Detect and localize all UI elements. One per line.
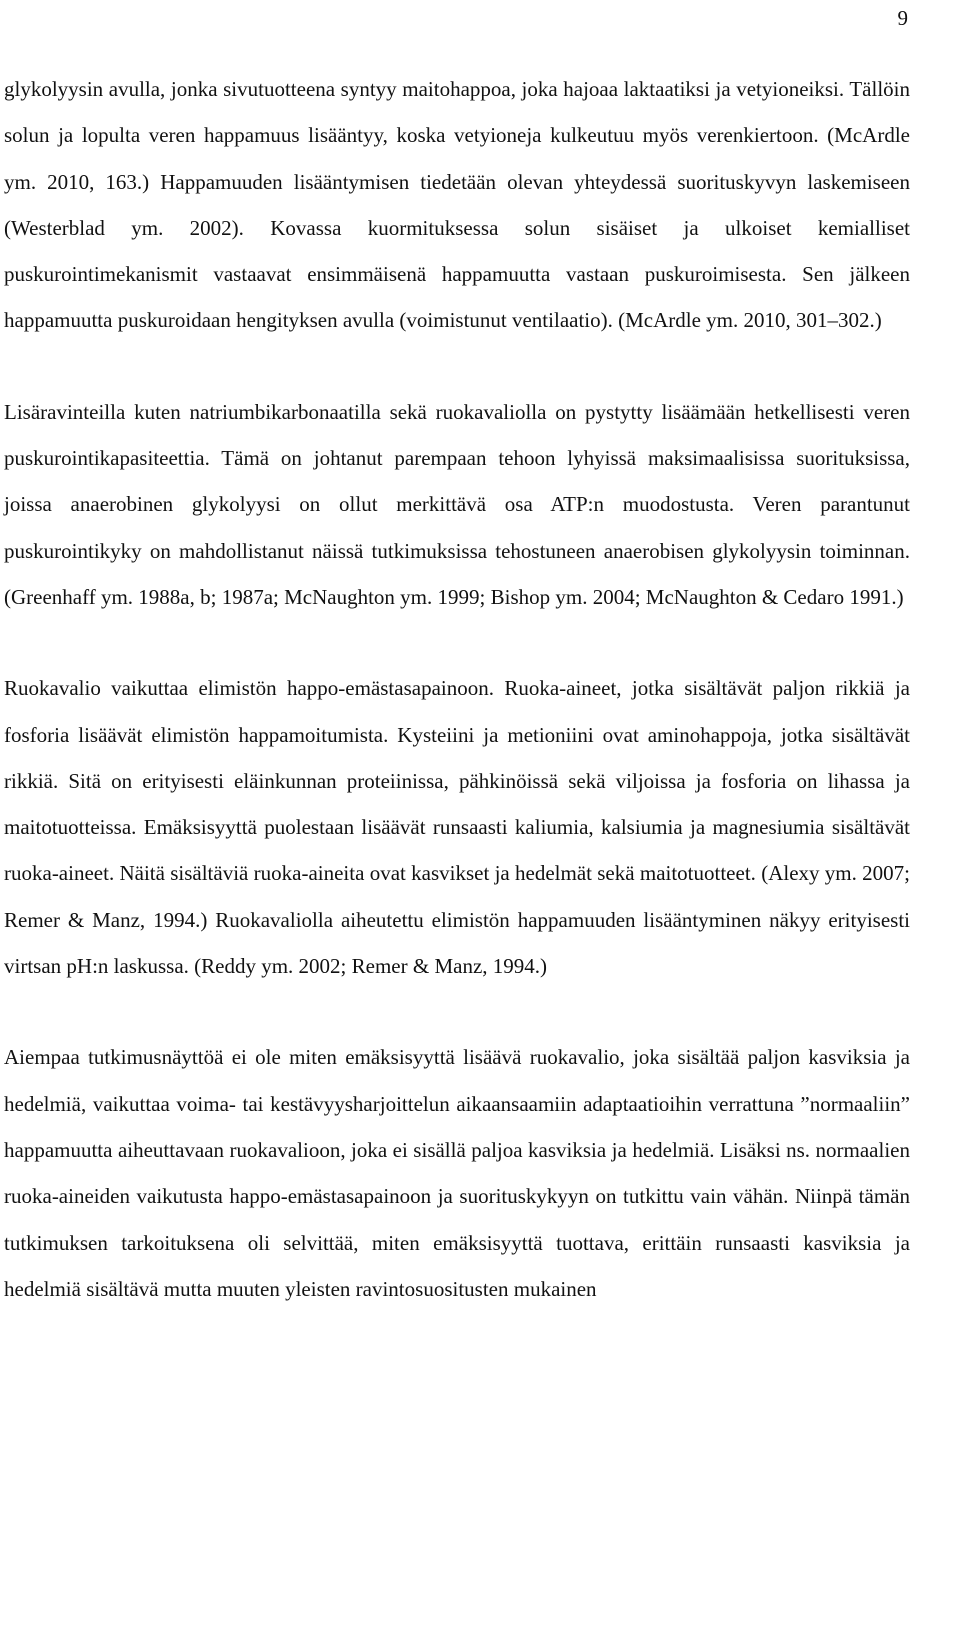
paragraph-study-aim: Aiempaa tutkimusnäyttöä ei ole miten emäksisyyttä lisäävä ruokavalio, joka sisältää paljon kasviksia ja hedelmiä, vaikuttaa voima- tai kestävyysharjoittelun aikaansaamiin adaptaatioihin verrattuna ”normaaliin” happamuutta aiheuttavaan ruokavalioon, joka ei sisällä paljoa kasviksia ja hedelmiä. Lisäksi ns. normaalien ruoka-aineiden vaikutusta happo-emästasapainoon ja suorituskykyyn on tutkittu vain vähän. Niinpä tämän tutkimuksen tarkoituksena oli selvittää, miten emäksisyyttä tuottava, erittäin runsaasti kasviksia ja hedelmiä sisältävä mutta muuten yleisten ravintosuositusten mukainen	[4, 1045, 910, 1301]
page-number: 9	[897, 6, 908, 30]
paragraph-supplements: Lisäravinteilla kuten natriumbikarbonaatilla sekä ruokavaliolla on pystytty lisäämään hetkellisesti veren puskurointikapasiteettia. Tämä on johtanut parempaan tehoon lyhyissä maksimaalisissa suorituksissa, joissa anaerobinen glykolyysi on ollut merkittävä osa ATP:n muodostusta. Veren parantunut puskurointikyky on mahdollistanut näissä tutkimuksissa tehostuneen anaerobisen glykolyysin toiminnan. (Greenhaff ym. 1988a, b; 1987a; McNaughton ym. 1999; Bishop ym. 2004; McNaughton & Cedaro 1991.)	[4, 399, 910, 609]
paragraph-diet-acid-base: Ruokavalio vaikuttaa elimistön happo-emästasapainoon. Ruoka-aineet, jotka sisältävät paljon rikkiä ja fosforia lisäävät elimistön happamoitumista. Kysteiini ja metioniini ovat aminohappoja, jotka sisältävät rikkiä. Sitä on erityisesti eläinkunnan proteiinissa, pähkinöissä sekä viljoissa ja fosforia on lihassa ja maitotuotteissa. Emäksisyyttä puolestaan lisäävät runsaasti kaliumia, kalsiumia ja magnesiumia sisältävät ruoka-aineet. Näitä sisältäviä ruoka-aineita ovat kasvikset ja hedelmät sekä maitotuotteet. (Alexy ym. 2007; Remer & Manz, 1994.) Ruokavaliolla aiheutettu elimistön happamuuden lisääntyminen näkyy erityisesti virtsan pH:n laskussa. (Reddy ym. 2002; Remer & Manz, 1994.)	[4, 676, 910, 979]
document-body	[4, 66, 910, 1312]
paragraph-acidosis-buffering: glykolyysin avulla, jonka sivutuotteena syntyy maitohappoa, joka hajoaa laktaatiksi ja vetyioneiksi. Tällöin solun ja lopulta veren happamuus lisääntyy, koska vetyioneja kulkeutuu myös verenkiertoon. (McArdle ym. 2010, 163.) Happamuuden lisääntymisen tiedetään olevan yhteydessä suorituskyvyn laskemiseen (Westerblad ym. 2002). Kovassa kuormituksessa solun sisäiset ja ulkoiset kemialliset puskurointimekanismit vastaavat ensimmäisenä happamuutta vastaan puskuroimisesta. Sen jälkeen happamuutta puskuroidaan hengityksen avulla (voimistunut ventilaatio). (McArdle ym. 2010, 301–302.)	[4, 77, 910, 333]
